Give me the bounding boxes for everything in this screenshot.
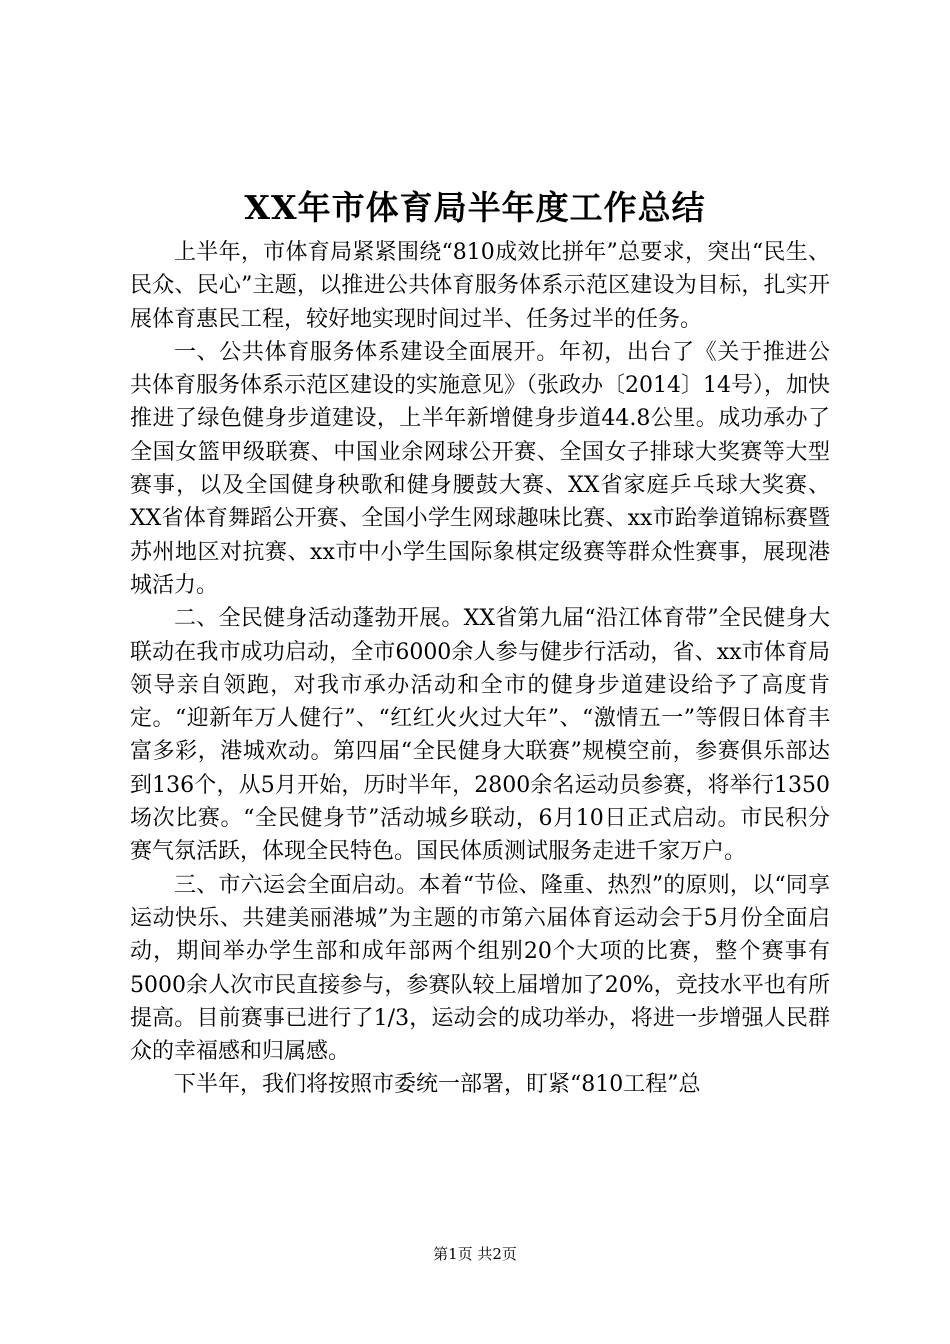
paragraph-section-1: 一、公共体育服务体系建设全面展开。年初，出台了《关于推进公共体育服务体系示范区建设的实施意见》（张政办〔2014〕14号），加快推进了绿色健身步道建设，上半年新增健身步道44.8公里。成功承办了全国女篮甲级联赛、中国业余网球公开赛、全国女子排球大奖赛等大型赛事，以及全国健身秧歌和健身腰鼓大赛、XX省家庭乒乓球大奖赛、XX省体育舞蹈公开赛、全国小学生网球趣味比赛、xx市跆拳道锦标赛暨苏州地区对抗赛、xx市中小学生国际象棋定级赛等群众性赛事，展现港城活力。 xyxy=(130,339,830,598)
paragraph-intro: 上半年，市体育局紧紧围绕“810成效比拼年”总要求，突出“民生、民众、民心”主题，以推进公共体育服务体系示范区建设为目标，扎实开展体育惠民工程，较好地实现时间过半、任务过半的任务。 xyxy=(130,240,830,332)
document-title: XX年市体育局半年度工作总结 xyxy=(244,188,706,227)
paragraph-second-half: 下半年，我们将按照市委统一部署，盯紧“810工程”总 xyxy=(174,1072,701,1098)
paragraph-section-3: 三、市六运会全面启动。本着“节俭、隆重、热烈”的原则，以“同享运动快乐、共建美丽港城”为主题的市第六届体育运动会于5月份全面启动，期间举办学生部和成年部两个组别20个大项的比赛，整个赛事有5000余人次市民直接参与，参赛队较上届增加了20%，竞技水平也有所提高。目前赛事已进行了1/3，运动会的成功举办，将进一步增强人民群众的幸福感和归属感。 xyxy=(130,872,830,1065)
document-body xyxy=(130,236,830,1102)
paragraph-section-2: 二、全民健身活动蓬勃开展。XX省第九届“沿江体育带”全民健身大联动在我市成功启动，全市6000余人参与健步行活动，省、xx市体育局领导亲自领跑，对我市承办活动和全市的健身步道建设给予了高度肯定。“迎新年万人健行”、“红红火火过大年”、“激情五一”等假日体育丰富多彩，港城欢动。第四届“全民健身大联赛”规模空前，参赛俱乐部达到136个，从5月开始，历时半年，2800余名运动员参赛，将举行1350场次比赛。“全民健身节”活动城乡联动，6月10日正式启动。市民积分赛气氛活跃，体现全民特色。国民体质测试服务走进千家万户。 xyxy=(130,606,830,865)
page-number-footer: 第1页 共2页 xyxy=(433,1245,517,1263)
